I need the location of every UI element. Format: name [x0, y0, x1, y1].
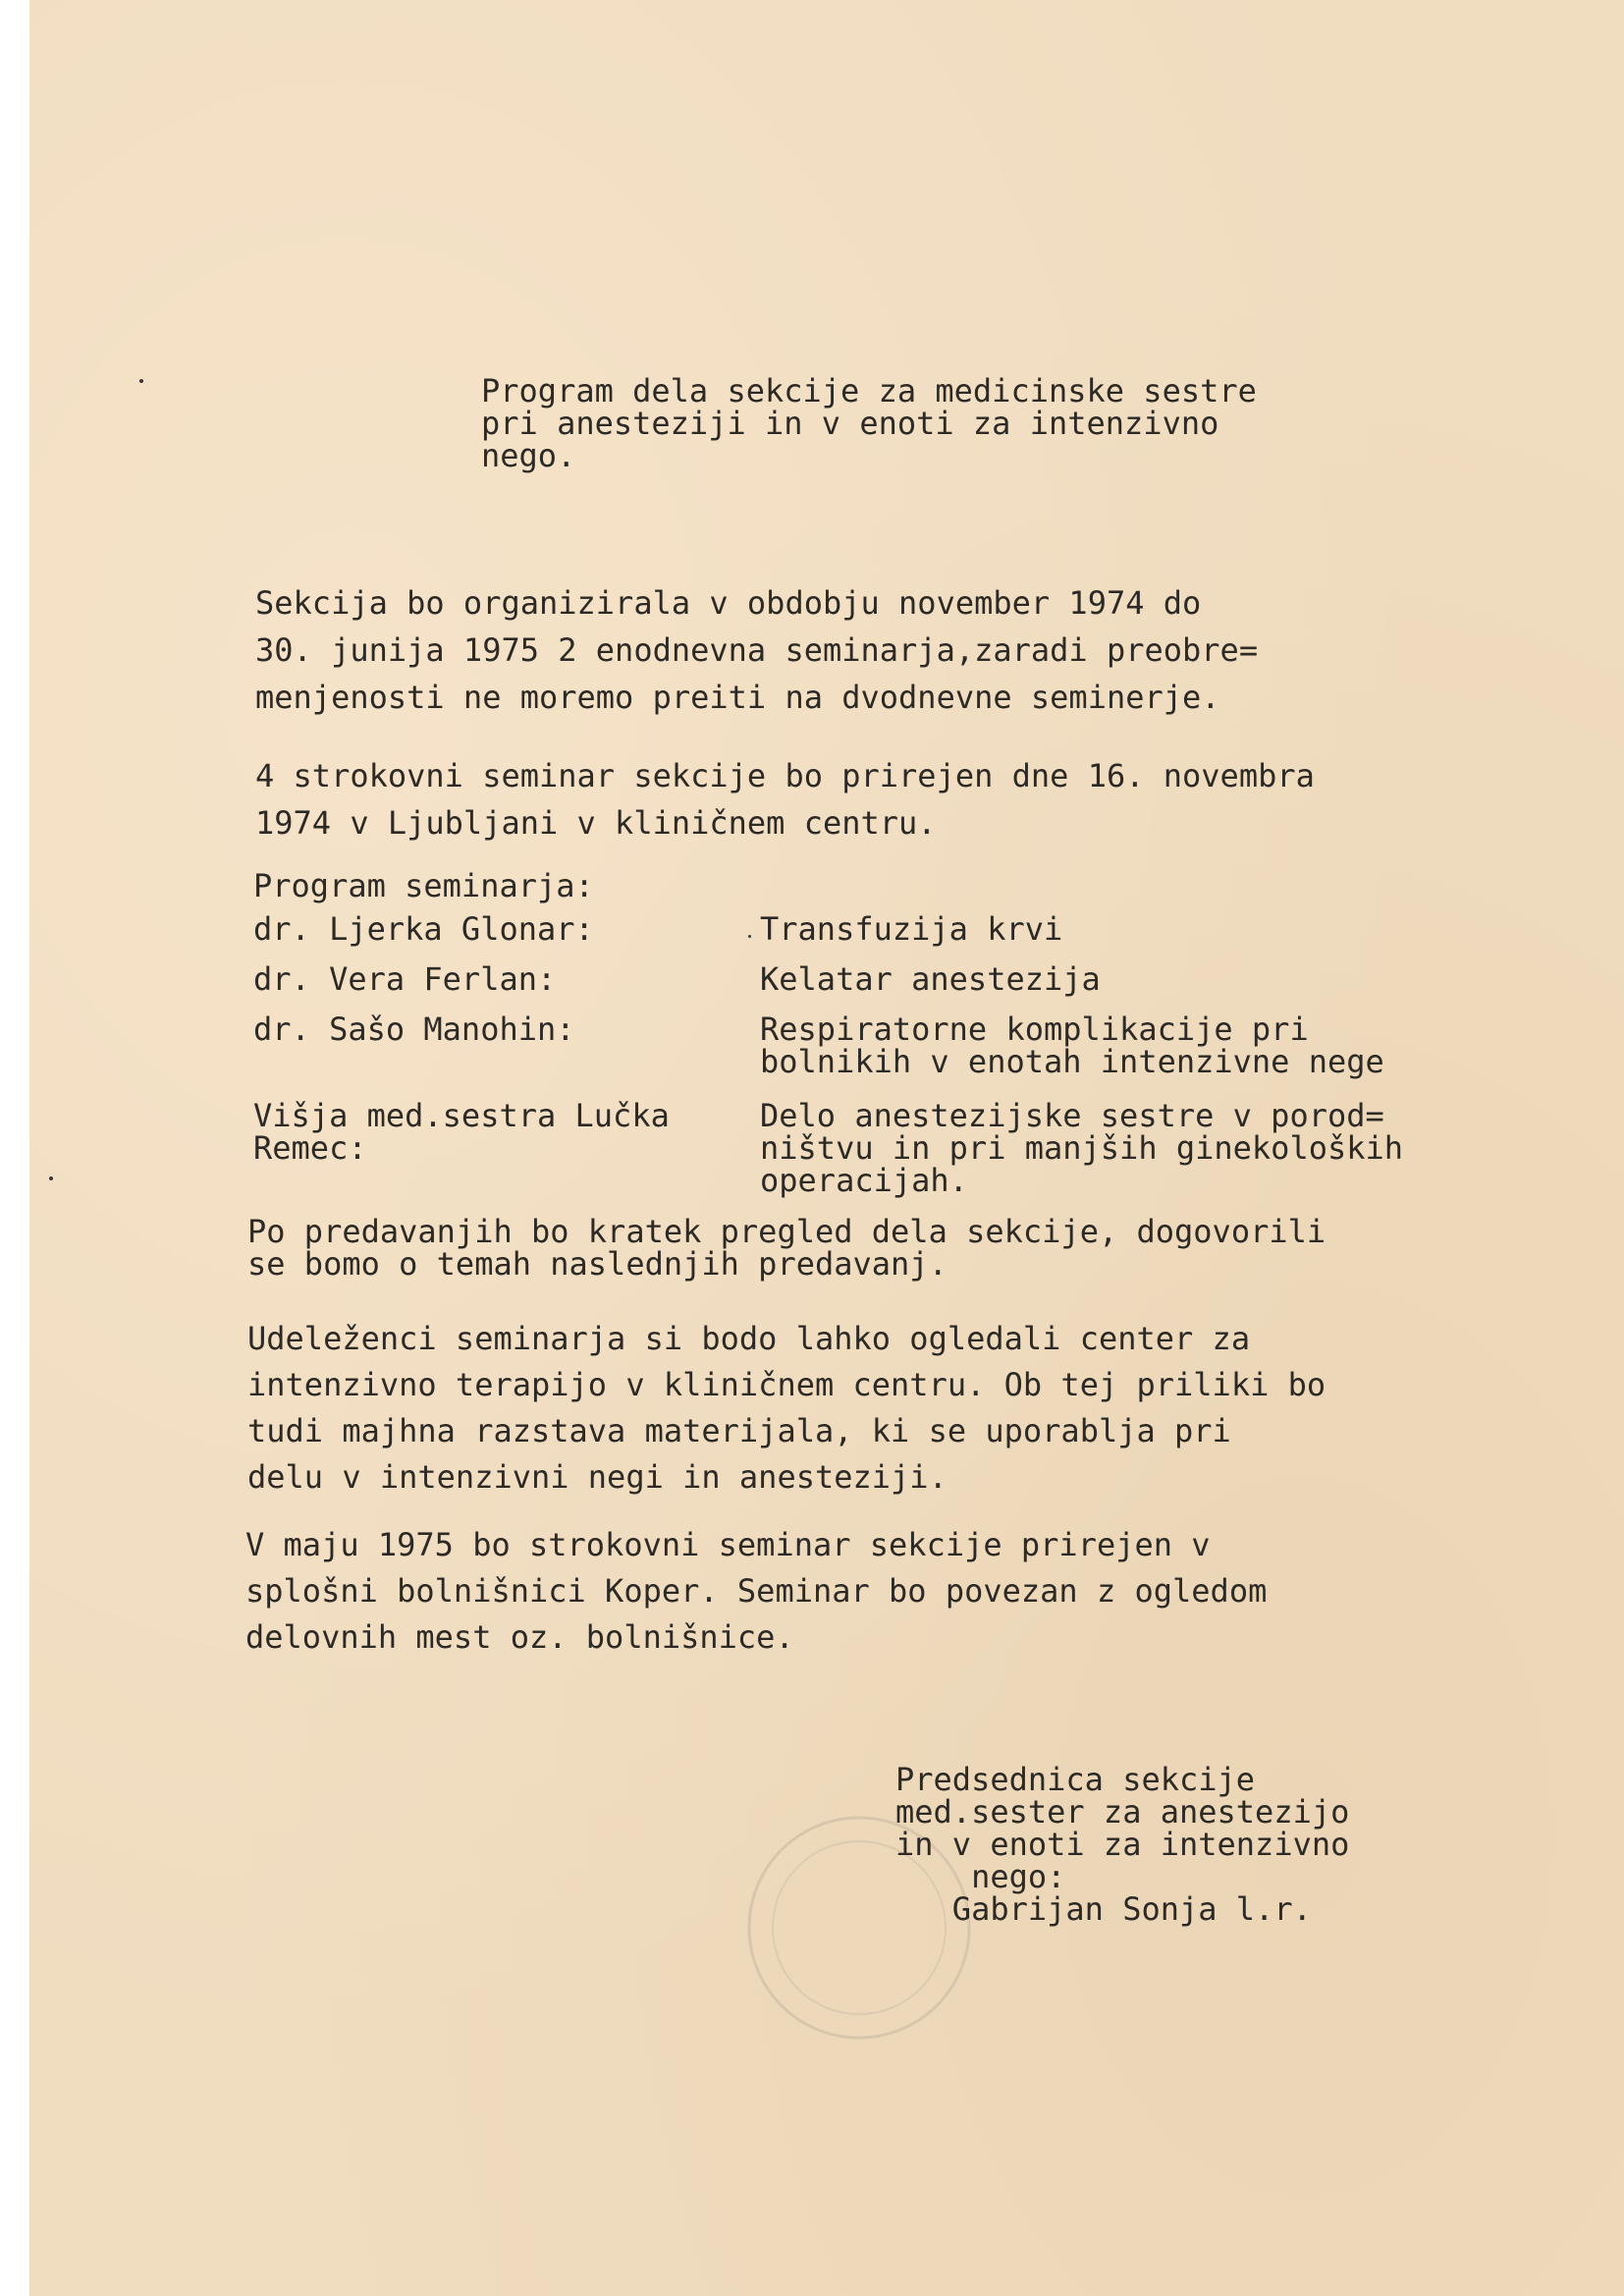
program-topic: Kelatar anestezija — [760, 960, 1101, 998]
paragraph-seminar-plan: Sekcija bo organizirala v obdobju november 1974 do 30. junija 1975 2 enodnevna seminarja,zaradi preobre= menjenosti ne moremo preiti na dvodnevne seminerje. — [255, 584, 1259, 716]
document-heading: Program dela sekcije za medicinske sestre pri anesteziji in v enoti za intenzivno nego. — [481, 372, 1257, 474]
program-title: Program seminarja: — [253, 867, 594, 904]
paragraph-visit: Udeleženci seminarja si bodo lahko ogledali center za intenzivno terapijo v kliničnem centru. Ob tej priliki bo tudi majhna razstava materijala, ki se uporablja pri delu v intenzivni negi in anesteziji. — [247, 1320, 1326, 1496]
program-speaker: dr. Vera Ferlan: — [253, 960, 557, 998]
program-speaker: dr. Sašo Manohin: — [253, 1011, 575, 1048]
program-topic: Transfuzija krvi — [760, 910, 1063, 948]
program-speaker: Višja med.sestra Lučka Remec: — [253, 1097, 670, 1167]
paper-speck — [139, 379, 143, 383]
document-page — [29, 0, 1624, 2296]
program-topic: Respiratorne komplikacije pri bolnikih v enotah intenzivne nege — [760, 1011, 1384, 1080]
paper-speck — [49, 1176, 53, 1180]
paper-speck — [748, 935, 751, 938]
paragraph-koper-seminar: V maju 1975 bo strokovni seminar sekcije prirejen v splošni bolnišnici Koper. Seminar bo povezan z ogledom delovnih mest oz. bolnišnice. — [245, 1526, 1268, 1656]
program-speaker: dr. Ljerka Glonar: — [253, 910, 594, 948]
signature-block: Predsednica sekcije med.sester za anestezijo in v enoti za intenzivno nego: Gabrijan Sonja l.r. — [895, 1761, 1350, 1928]
paragraph-first-seminar: 4 strokovni seminar sekcije bo prirejen dne 16. novembra 1974 v Ljubljani v kliničnem centru. — [255, 757, 1315, 842]
paragraph-after-lectures: Po predavanjih bo kratek pregled dela sekcije, dogovorili se bomo o temah naslednjih predavanj. — [247, 1213, 1326, 1283]
program-topic: Delo anestezijske sestre v porod= ništvu in pri manjših ginekoloških operacijah. — [760, 1097, 1404, 1199]
